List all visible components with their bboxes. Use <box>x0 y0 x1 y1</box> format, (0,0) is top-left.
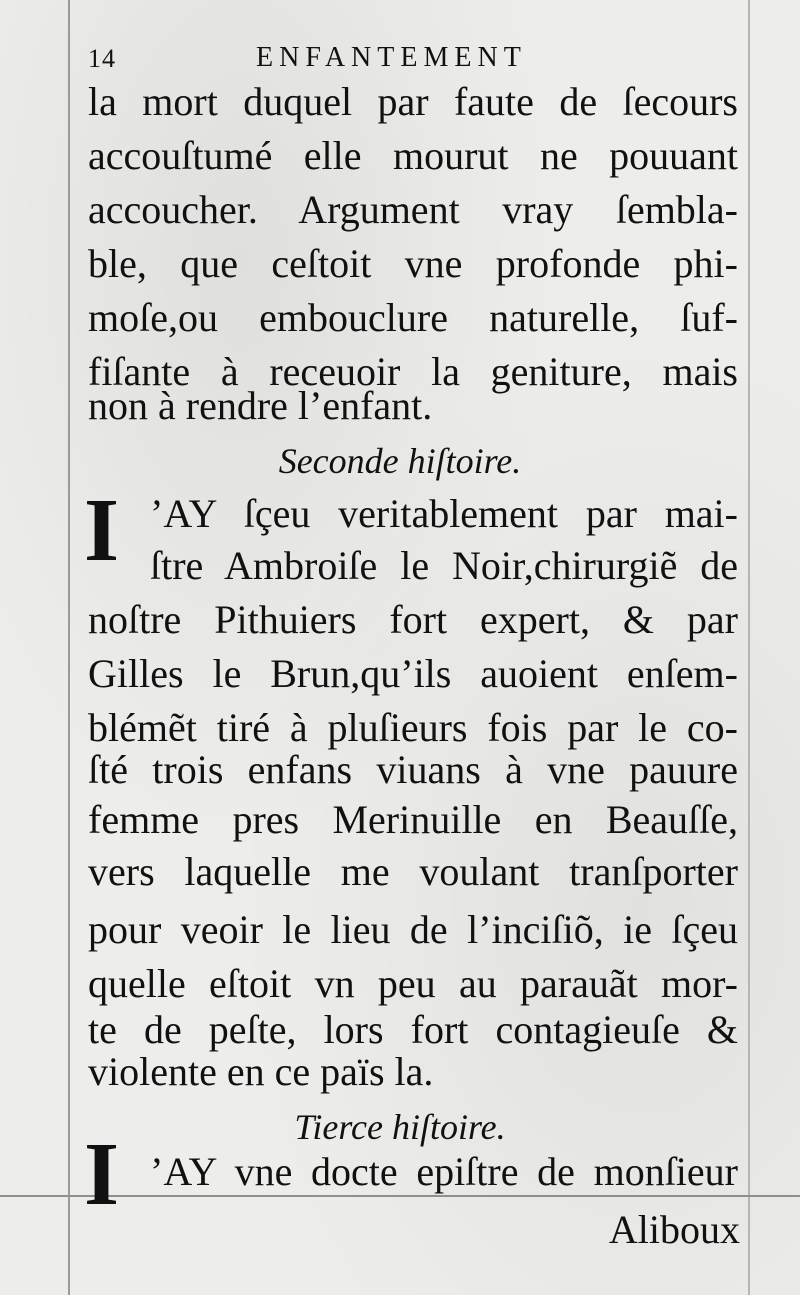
text-line: la mort duquel par faute de ſecours <box>88 79 738 124</box>
text-line: Gilles le Brun,qu’ils auoient enſem- <box>88 651 738 696</box>
text-line: vers laquelle me voulant tranſporter <box>88 849 738 894</box>
text-line: ble, que ceſtoit vne profonde phi- <box>88 241 738 286</box>
text-line: non à rendre l’enfant. <box>88 383 433 428</box>
text-line: accouſtumé elle mourut ne pouuant <box>88 133 738 178</box>
text-line: noſtre Pithuiers fort expert, & par <box>88 597 738 642</box>
text-line: moſe,ou embouclure naturelle, ſuf- <box>88 295 738 340</box>
text-line: te de peſte, lors fort contagieuſe & <box>88 1007 738 1052</box>
left-margin-rule <box>68 0 70 1295</box>
text-line: femme pres Merinuille en Beauſſe, <box>88 797 738 842</box>
drop-cap: I <box>84 1125 120 1224</box>
section-heading-tierce: Tierce hiſtoire. <box>294 1107 506 1147</box>
text-line: blémẽt tiré à pluſieurs fois par le co- <box>88 705 738 750</box>
text-line: ſté trois enfans viuans à vne pauure <box>88 747 738 792</box>
text-line: quelle eſtoit vn peu au parauãt mor- <box>88 961 738 1006</box>
section-heading-seconde: Seconde hiſtoire. <box>278 441 522 481</box>
text-line: fiſante à receuoir la geniture, mais <box>88 349 738 394</box>
running-title: ENFANTEMENT <box>256 42 527 73</box>
catchword: Aliboux <box>608 1207 740 1252</box>
page-number: 14 <box>88 44 116 73</box>
text-line: ’AY vne docte epiſtre de monſieur <box>150 1149 738 1194</box>
text-line: accoucher. Argument vray ſembla- <box>88 187 738 232</box>
text-line: violente en ce païs la. <box>88 1049 434 1094</box>
text-line: pour veoir le lieu de l’inciſiõ, ie ſçeu <box>88 907 738 952</box>
right-margin-rule <box>748 0 750 1295</box>
drop-cap: I <box>84 481 120 580</box>
text-line: ſtre Ambroiſe le Noir,chirurgiẽ de <box>150 543 738 588</box>
text-line: ’AY ſçeu veritablement par mai- <box>150 491 738 536</box>
